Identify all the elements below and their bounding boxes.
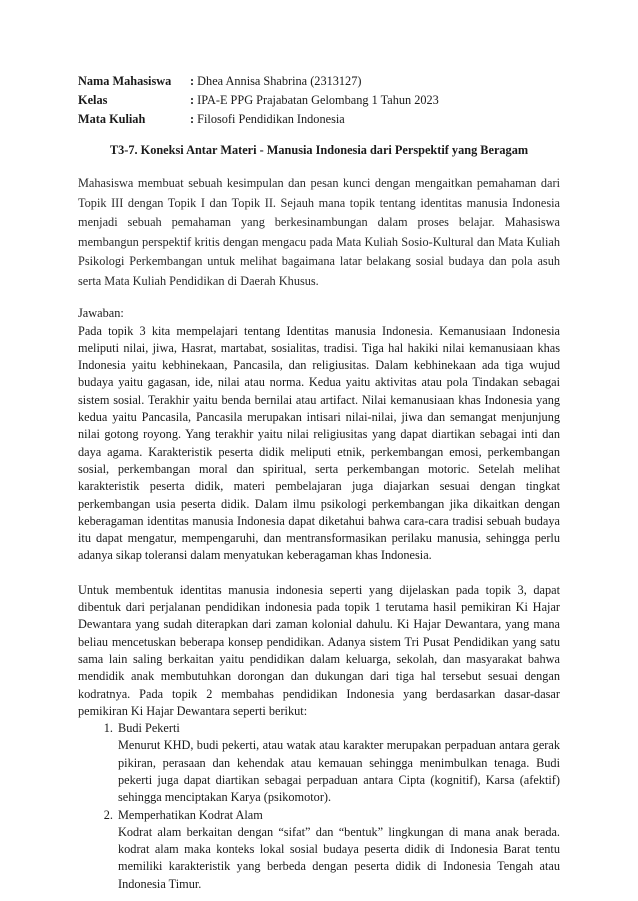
list-item	[116, 720, 560, 806]
meta-label: Nama Mahasiswa	[78, 74, 172, 88]
meta-label: Mata Kuliah	[78, 112, 146, 126]
list-item-title: 2. Memperhatikan Kodrat Alam	[118, 807, 263, 822]
answer-label: Jawaban:	[78, 305, 124, 320]
meta-colon: :	[190, 74, 198, 88]
answer-paragraph-2: Untuk membentuk identitas manusia indonesia seperti yang dijelaskan pada topik 3, dapat dibentuk dari perjalanan pendidikan indonesia pada topik 1 terutama hasil pemikiran Ki Hajar Dewantara yang sudah diterapkan dari zaman kolonial dahulu. Ki Hajar Dewantara, yang mana beliau mencetuskan beberapa konsep pendidikan. Adanya sistem Tri Pusat Pendidikan yang satu sama lain saling berkaitan yaitu pendidikan dalam keluarga, sekolah, dan masyarakat bahwa mendidik anak membutuhkan dorongan dan dukungan dari tiga hal tersebut sesuai dengan kodratnya. Pada topik 2 membahas pendidikan Indonesia yang berdasarkan dasar-dasar pemikiran Ki Hajar Dewantara seperti berikut:	[78, 582, 560, 718]
meta-colon: :	[190, 112, 198, 126]
list-item-body: Menurut KHD, budi pekerti, atau watak atau karakter merupakan perpaduan antara gerak pikiran, perasaan dan kehendak atau kemauan sehingga menimbulkan tenaga. Budi pekerti juga dapat diartikan sebagai perpaduan antara Cipta (kognitif), Karsa (afektif) sehingga menciptakan Karya (psikomotor).	[118, 738, 560, 805]
meta-colon: :	[190, 93, 198, 107]
meta-row-course	[78, 110, 560, 129]
meta-label: Kelas	[78, 93, 108, 107]
meta-row-name	[78, 72, 560, 91]
meta-row-class	[78, 91, 560, 110]
document-title: T3-7. Koneksi Antar Materi - Manusia Indonesia dari Perspektif yang Beragam	[109, 143, 529, 157]
document-page	[78, 72, 560, 893]
assignment-prompt: Mahasiswa membuat sebuah kesimpulan dan pesan kunci dengan mengaitkan pemahaman dari Topik III dengan Topik I dan Topik II. Sejauh mana topik tentang identitas manusia Indonesia menjadi sebuah pemahaman yang berkesinambungan dalam proses belajar. Mahasiswa membangun perspektif kritis dengan mengacu pada Mata Kuliah Sosio-Kultural dan Mata Kuliah Psikologi Perkembangan untuk melihat bagaimana latar belakang sosial budaya dan pola asuh serta Mata Kuliah Pendidikan di Daerah Khusus.	[78, 176, 560, 288]
meta-value: Filosofi Pendidikan Indonesia	[197, 112, 345, 126]
list-item	[116, 807, 560, 893]
list-item-body: Kodrat alam berkaitan dengan “sifat” dan “bentuk” lingkungan di mana anak berada. kodrat alam maka konteks lokal sosial budaya peserta didik di Indonesia Barat tentu memiliki karakteristik yang berbeda dengan peserta didik di Indonesia Tengah atau Indonesia Timur.	[118, 824, 560, 891]
answer-paragraph-1: Pada topik 3 kita mempelajari tentang Identitas manusia Indonesia. Kemanusiaan Indonesia meliputi nilai, jiwa, Hasrat, martabat, sosialitas, tradisi. Tiga hal hakiki nilai kemanusiaan khas Indonesia yaitu kebhinekaan, Pancasila, dan religiusitas. Dalam kebhinekaan ada tiga wujud budaya yaitu gagasan, ide, nilai atau norma. Kedua yaitu aktivitas atau pola Tindakan sebagai sistem sosial. Terakhir yaitu benda bernilai atau artifact. Nilai kemanusiaan khas Indonesia yang kedua yaitu Pancasila, Pancasila merupakan intisari nilai-nilai, jiwa dan semangat menjunjung nilai gotong royong. Yang terakhir yaitu nilai religiusitas yang dapat diartikan sebagai inti dan daya agama. Karakteristik peserta didik meliputi etnik, perkembangan emosi, perkembangan sosial, perkembangan moral dan spiritual, serta perkembangan motoric. Setelah melihat karakteristik peserta didik, materi pembelajaran juga diajarkan sesuai dengan tingkat perkembangan usia peserta didik. Dalam ilmu psikologi perkembangan jika dikaitkan dengan keberagaman identitas manusia Indonesia dapat diketahui bahwa cara-cara tradisi sebuah budaya itu dapat mengatur, mempengaruhi, dan mentransformasikan perilaku manusia, sehingga perlu adanya sikap toleransi dalam menyatukan keberagaman khas Indonesia.	[78, 323, 560, 563]
meta-value: IPA-E PPG Prajabatan Gelombang 1 Tahun 2023	[197, 93, 439, 107]
thought-list	[78, 720, 560, 893]
list-item-title: 1. Budi Pekerti	[118, 721, 180, 736]
student-info	[78, 72, 560, 129]
meta-value: Dhea Annisa Shabrina (2313127)	[197, 74, 362, 88]
